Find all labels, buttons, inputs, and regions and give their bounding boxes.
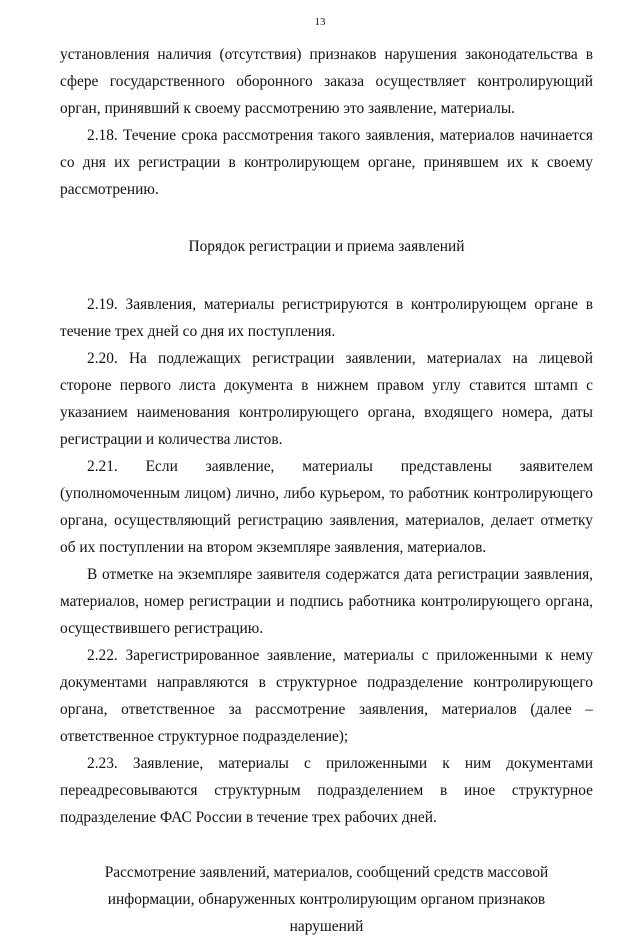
paragraph-2-19: 2.19. Заявления, материалы регистрируются в контролирующем органе в течение трех дней со дня их поступления.: [60, 296, 593, 340]
paragraph-2-20: 2.20. На подлежащих регистрации заявлении, материалах на лицевой стороне первого листа документа в нижнем правом углу ставится штамп с указанием наименования контролирующего органа, входящего номера, даты регистрации и количества листов.: [60, 350, 593, 448]
paragraph-2-23: 2.23. Заявление, материалы с приложенными к ним документами переадресовываются структурным подразделением в иное структурное подразделение ФАС России в течение трех рабочих дней.: [60, 755, 593, 826]
page-number: 13: [314, 16, 326, 28]
paragraph-applicant-mark: В отметке на экземпляре заявителя содержатся дата регистрации заявления, материалов, номер регистрации и подпись работника контролирующего органа, осуществившего регистрацию.: [60, 566, 593, 637]
paragraph-2-18: 2.18. Течение срока рассмотрения такого заявления, материалов начинается со дня их регистрации в контролирующем органе, принявшем их к своему рассмотрению.: [60, 127, 593, 198]
document-body: [60, 41, 593, 940]
paragraph-continuation: установления наличия (отсутствия) признаков нарушения законодательства в сфере государственного оборонного заказа осуществляет контролирующий орган, принявший к своему рассмотрению это заявление, материалы.: [60, 46, 593, 117]
section-heading-registration: Порядок регистрации и приема заявлений: [188, 238, 465, 255]
paragraph-2-22: 2.22. Зарегистрированное заявление, материалы с приложенными к нему документами направляются в структурное подразделение контролирующего органа, ответственное за рассмотрение заявления, материалов (далее – ответственное структурное подразделение);: [60, 647, 593, 745]
paragraph-2-21: 2.21. Если заявление, материалы представлены заявителем (уполномоченным лицом) лично, либо курьером, то работник контролирующего органа, осуществляющий регистрацию заявления, материалов, делает отметку об их поступлении на втором экземпляре заявления, материалов.: [60, 458, 593, 556]
section-heading-review: Рассмотрение заявлений, материалов, сообщений средств массовой информации, обнаруженных контролирующим органом признаков нарушений: [104, 864, 549, 935]
